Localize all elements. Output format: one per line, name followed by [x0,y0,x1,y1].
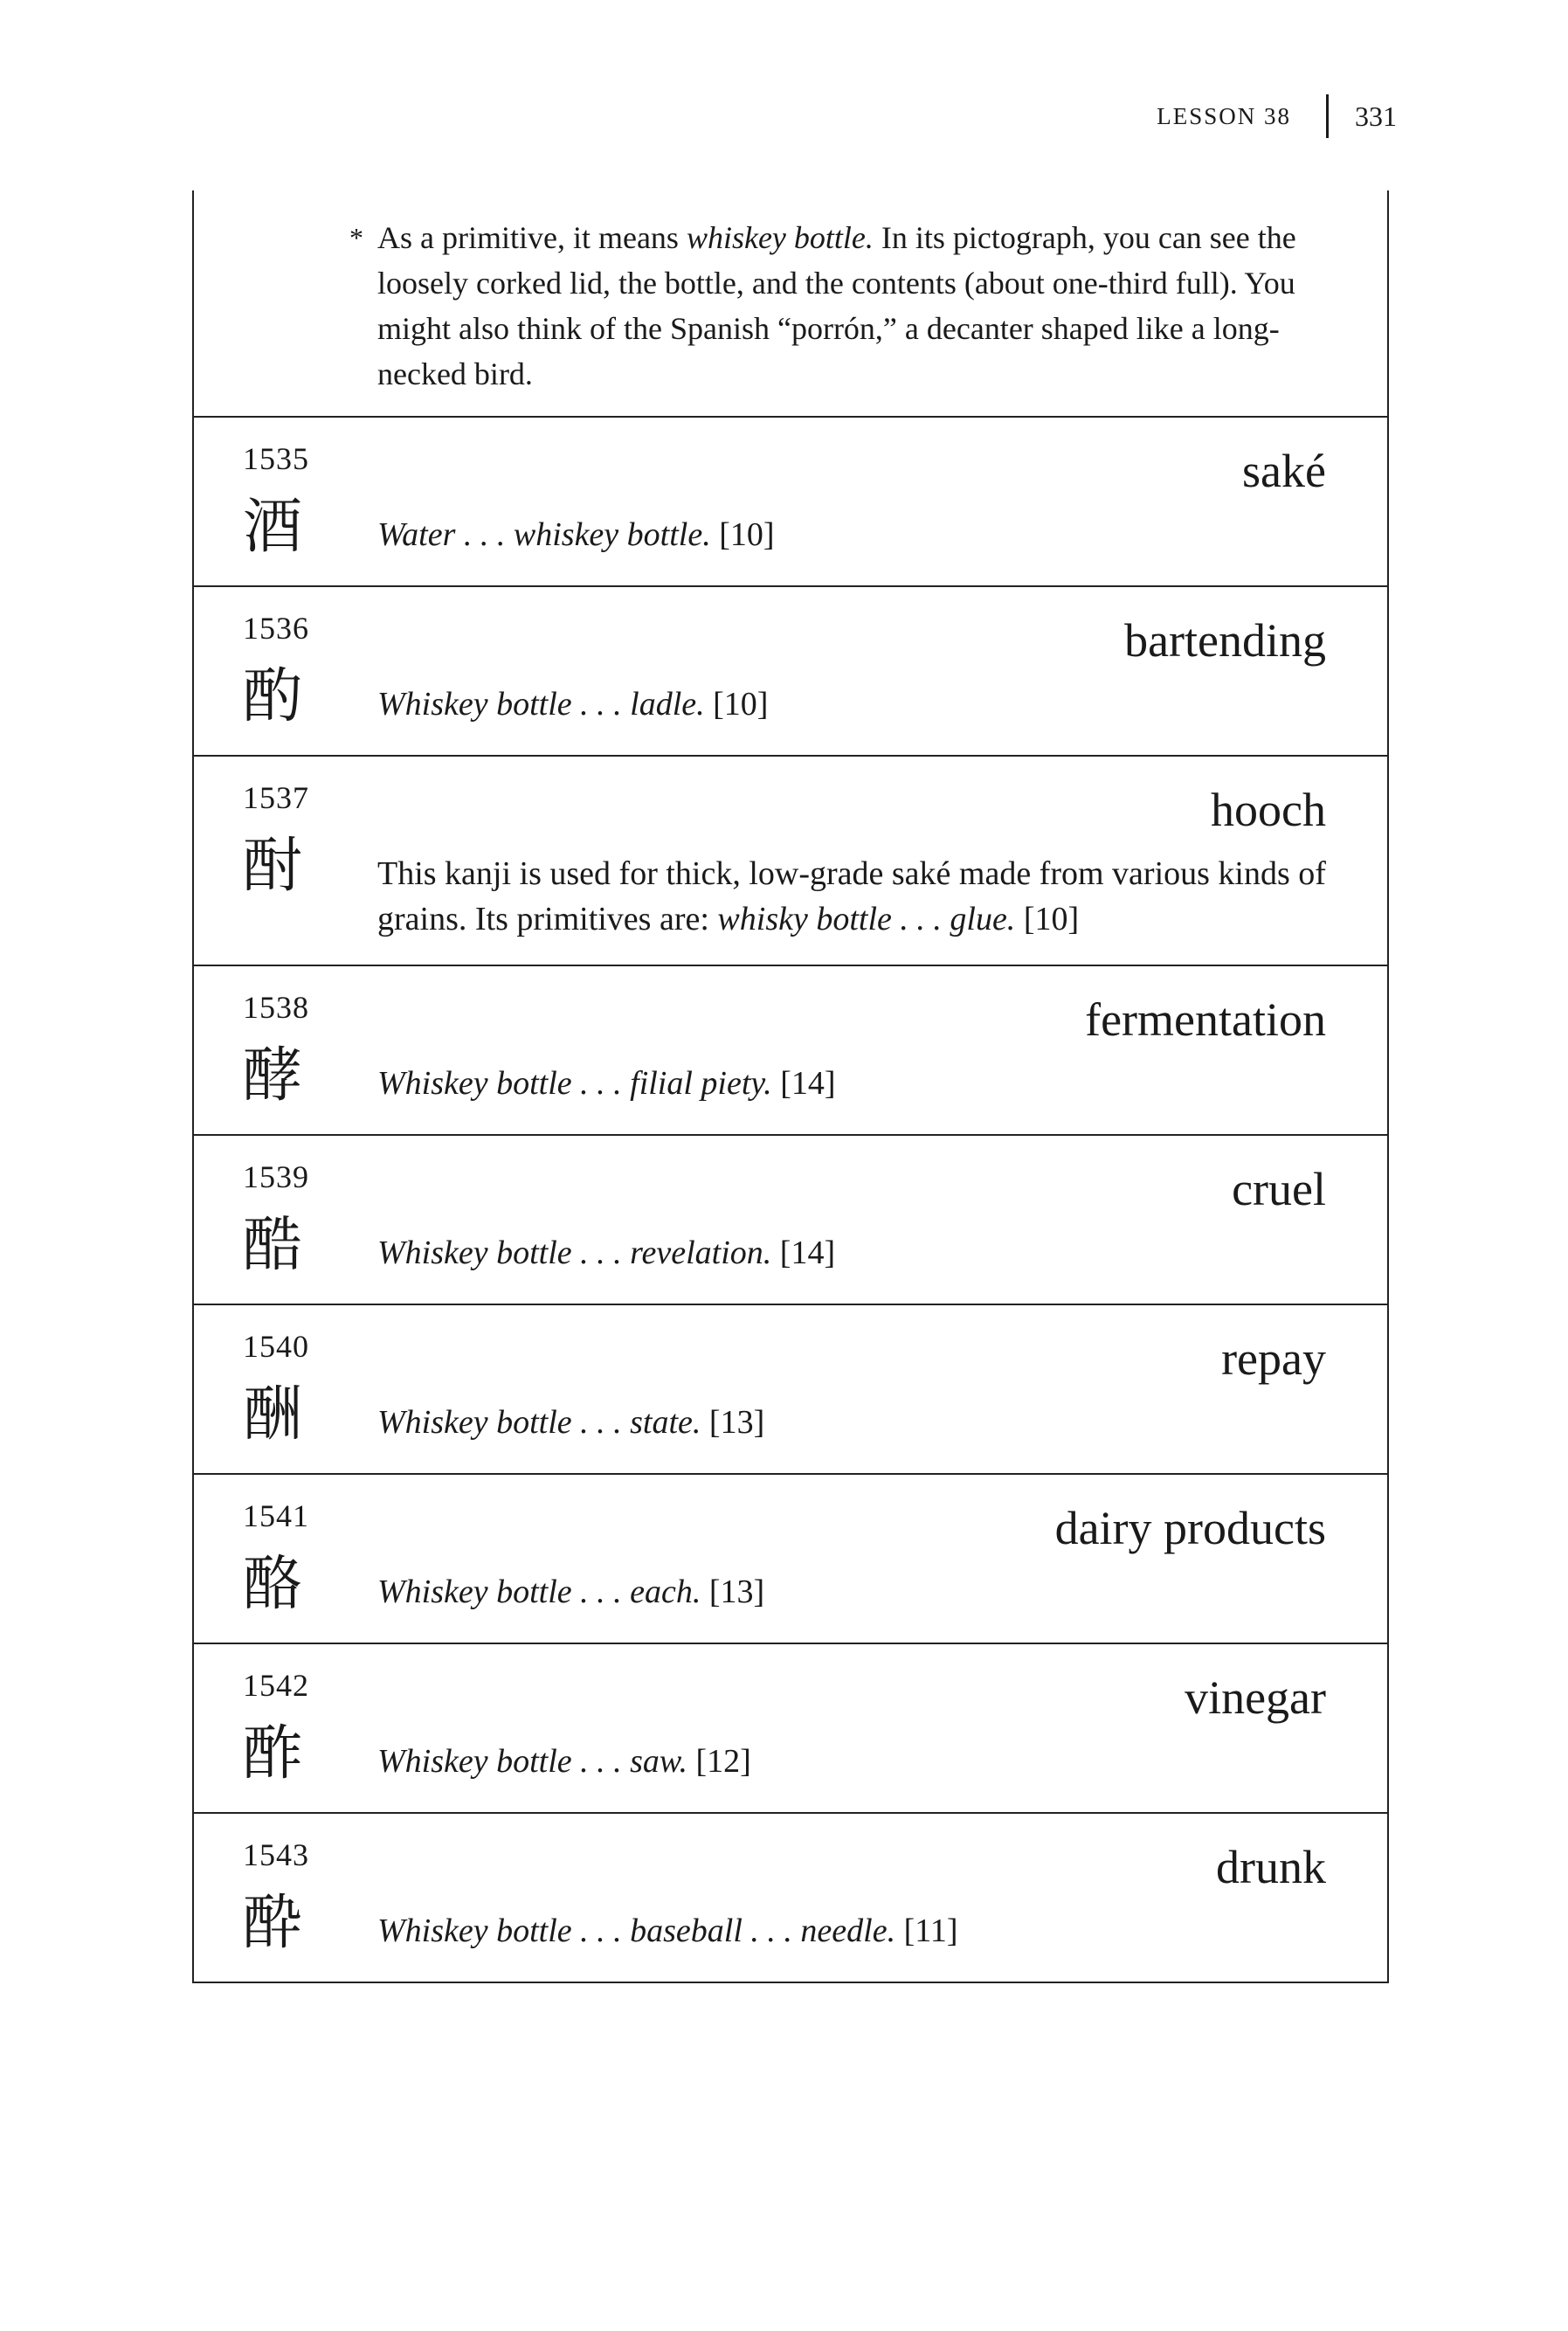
primitive-note [194,190,1387,418]
kanji-character: 酬 [243,1380,303,1449]
header-divider [1326,94,1329,138]
kanji-table [192,190,1389,1983]
frame-number: 1537 [243,780,309,815]
entry-description: Whiskey bottle . . . saw. [12] [377,1743,751,1780]
kanji-entry [194,1644,1387,1814]
keyword: bartending [1124,614,1326,667]
entry-description: Whiskey bottle . . . revelation. [14] [377,1235,836,1271]
keyword: cruel [1232,1163,1326,1215]
kanji-character: 酪 [243,1550,303,1619]
entry-description: This kanji is used for thick, low-grade saké made from various kinds of grains. Its primitives are: whisky bottle . . . glue. [10] [377,855,1326,937]
keyword: repay [1221,1332,1326,1385]
frame-number: 1539 [243,1159,309,1194]
entry-description: Whiskey bottle . . . each. [13] [377,1574,765,1610]
frame-number: 1543 [243,1837,309,1872]
kanji-character: 酌 [243,662,303,731]
kanji-character: 酢 [243,1719,303,1788]
keyword: drunk [1216,1841,1326,1893]
entry-description: Whiskey bottle . . . baseball . . . needle. [11] [377,1913,958,1949]
keyword: fermentation [1085,993,1326,1046]
entry-description: Water . . . whiskey bottle. [10] [377,516,775,553]
kanji-character: 酵 [243,1041,303,1110]
keyword: vinegar [1185,1671,1326,1724]
entry-description: Whiskey bottle . . . filial piety. [14] [377,1065,836,1102]
kanji-character: 酒 [243,493,303,562]
keyword: hooch [1211,784,1326,836]
kanji-entry [194,1475,1387,1644]
keyword: dairy products [1054,1502,1326,1554]
note-text: * As a primitive, it means whiskey bottle. In its pictograph, you can see the loosely corked lid, the bottle, and the contents (about one-third full). You might also think of the Spanish “porrón,” a decanter shaped like a long-necked bird. [377,215,1338,397]
kanji-character: 酔 [243,1889,303,1958]
frame-number: 1536 [243,611,309,646]
lesson-label: LESSON 38 [1157,102,1291,129]
kanji-entry [194,1305,1387,1475]
kanji-entry [194,418,1387,587]
frame-number: 1541 [243,1498,309,1533]
frame-number: 1540 [243,1329,309,1364]
kanji-entry [194,966,1387,1136]
kanji-entry [194,587,1387,757]
entry-description: Whiskey bottle . . . state. [13] [377,1404,765,1441]
kanji-entry [194,1814,1387,1983]
frame-number: 1535 [243,441,309,476]
entry-description: Whiskey bottle . . . ladle. [10] [377,686,769,723]
footnote-marker: * [349,222,363,253]
kanji-character: 酷 [243,1211,303,1280]
page-header [1157,94,1397,138]
frame-number: 1542 [243,1668,309,1703]
page-number: 331 [1355,100,1397,132]
kanji-character: 酎 [243,832,303,901]
kanji-entry [194,1136,1387,1305]
kanji-entry [194,757,1387,966]
keyword: saké [1242,445,1326,497]
frame-number: 1538 [243,990,309,1025]
